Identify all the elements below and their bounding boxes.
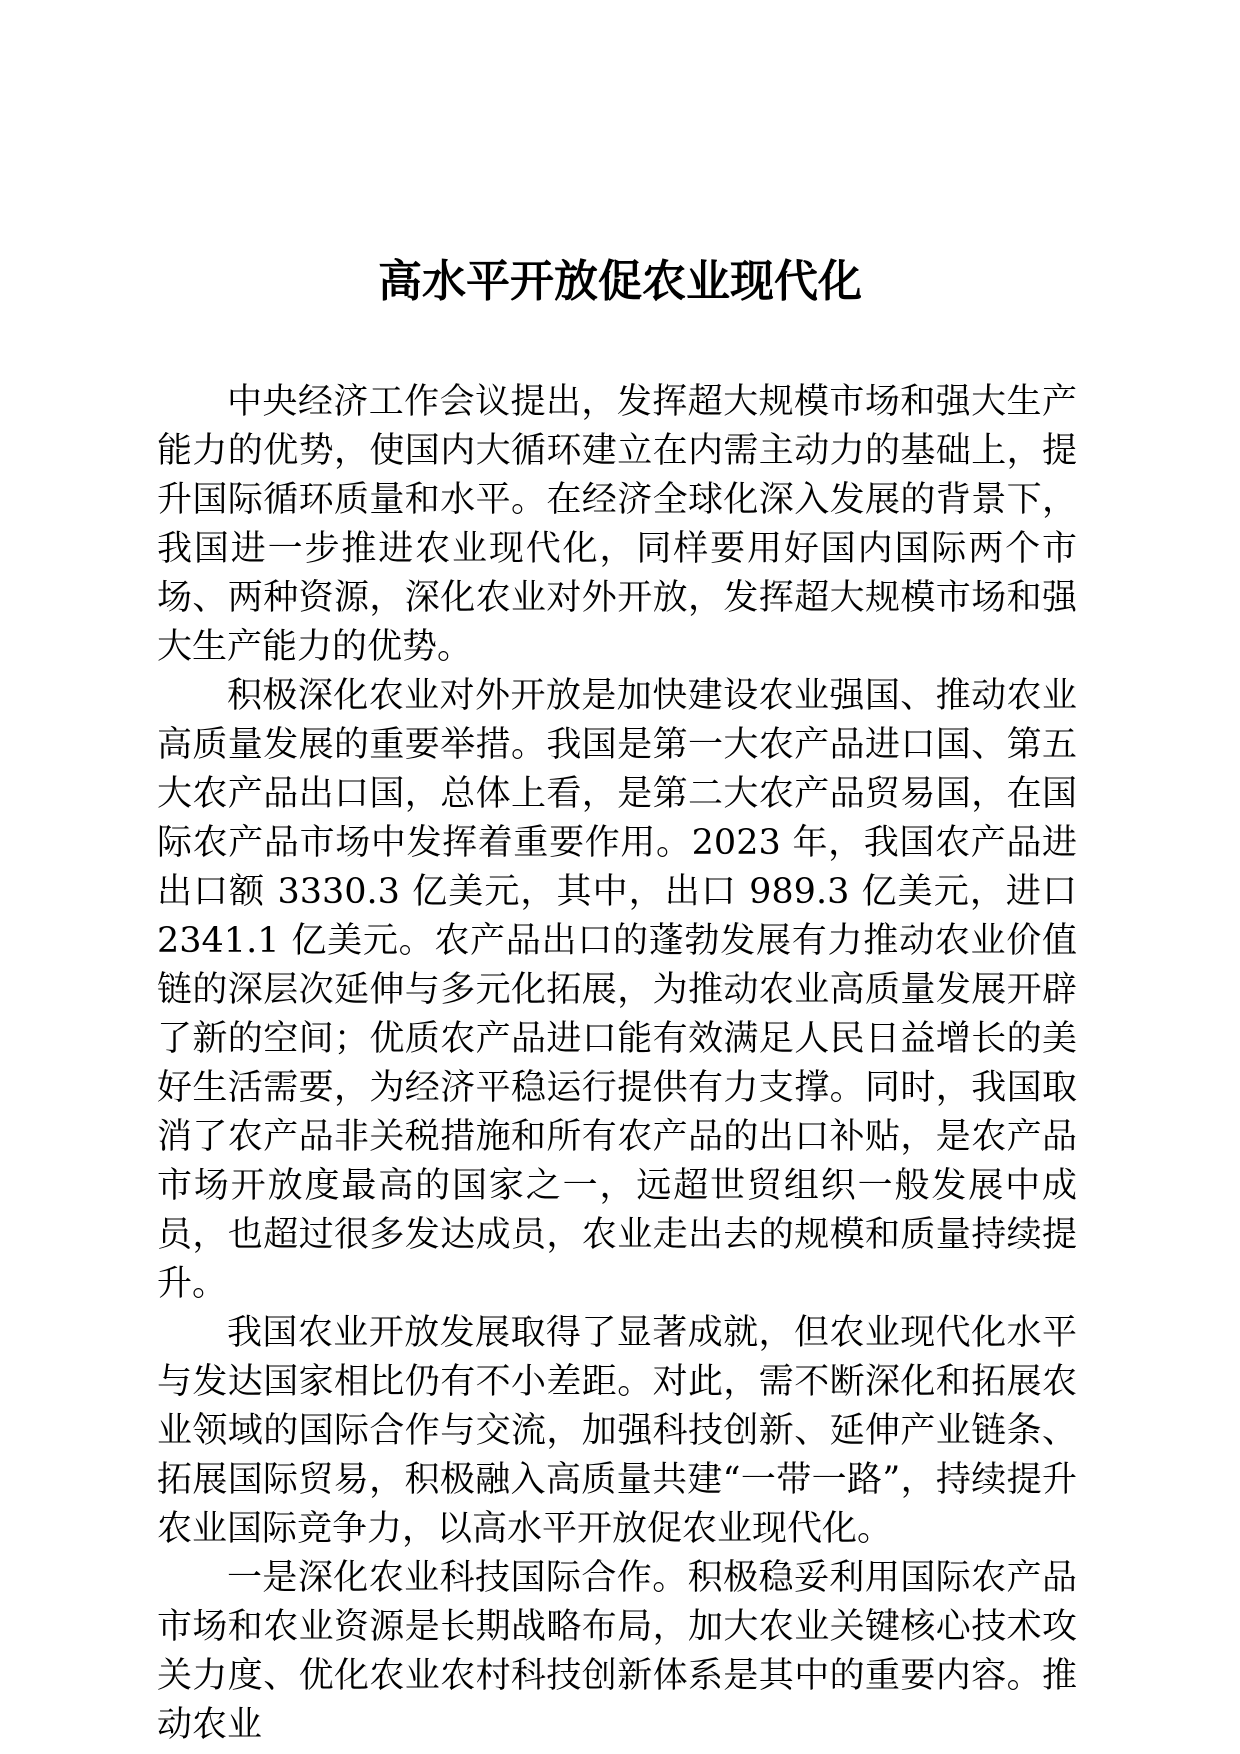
document-title: 高水平开放促农业现代化: [378, 256, 862, 307]
document-body: [157, 378, 1077, 1750]
paragraph: 积极深化农业对外开放是加快建设农业强国、推动农业高质量发展的重要举措。我国是第一大农产品进口国、第五大农产品出口国，总体上看，是第二大农产品贸易国，在国际农产品市场中发挥着重要作用。2023 年，我国农产品进出口额 3330.3 亿美元，其中，出口 989.3 亿美元，进口 2341.1 亿美元。农产品出口的蓬勃发展有力推动农业价值链的深层次延伸与多元化拓展，为推动农业高质量发展开辟了新的空间；优质农产品进口能有效满足人民日益增长的美好生活需要，为经济平稳运行提供有力支撑。同时，我国取消了农产品非关税措施和所有农产品的出口补贴，是农产品市场开放度最高的国家之一，远超世贸组织一般发展中成员，也超过很多发达成员，农业走出去的规模和质量持续提升。: [157, 676, 1077, 1304]
paragraph: 中央经济工作会议提出，发挥超大规模市场和强大生产能力的优势，使国内大循环建立在内需主动力的基础上，提升国际循环质量和水平。在经济全球化深入发展的背景下，我国进一步推进农业现代化，同样要用好国内国际两个市场、两种资源，深化农业对外开放，发挥超大规模市场和强大生产能力的优势。: [157, 382, 1077, 667]
paragraph: 一是深化农业科技国际合作。积极稳妥利用国际农产品市场和农业资源是长期战略布局，加大农业关键核心技术攻关力度、优化农业农村科技创新体系是其中的重要内容。推动农业: [157, 1558, 1077, 1745]
paragraph: 我国农业开放发展取得了显著成就，但农业现代化水平与发达国家相比仍有不小差距。对此，需不断深化和拓展农业领域的国际合作与交流，加强科技创新、延伸产业链条、拓展国际贸易，积极融入高质量共建“一带一路”，持续提升农业国际竞争力，以高水平开放促农业现代化。: [157, 1313, 1077, 1549]
